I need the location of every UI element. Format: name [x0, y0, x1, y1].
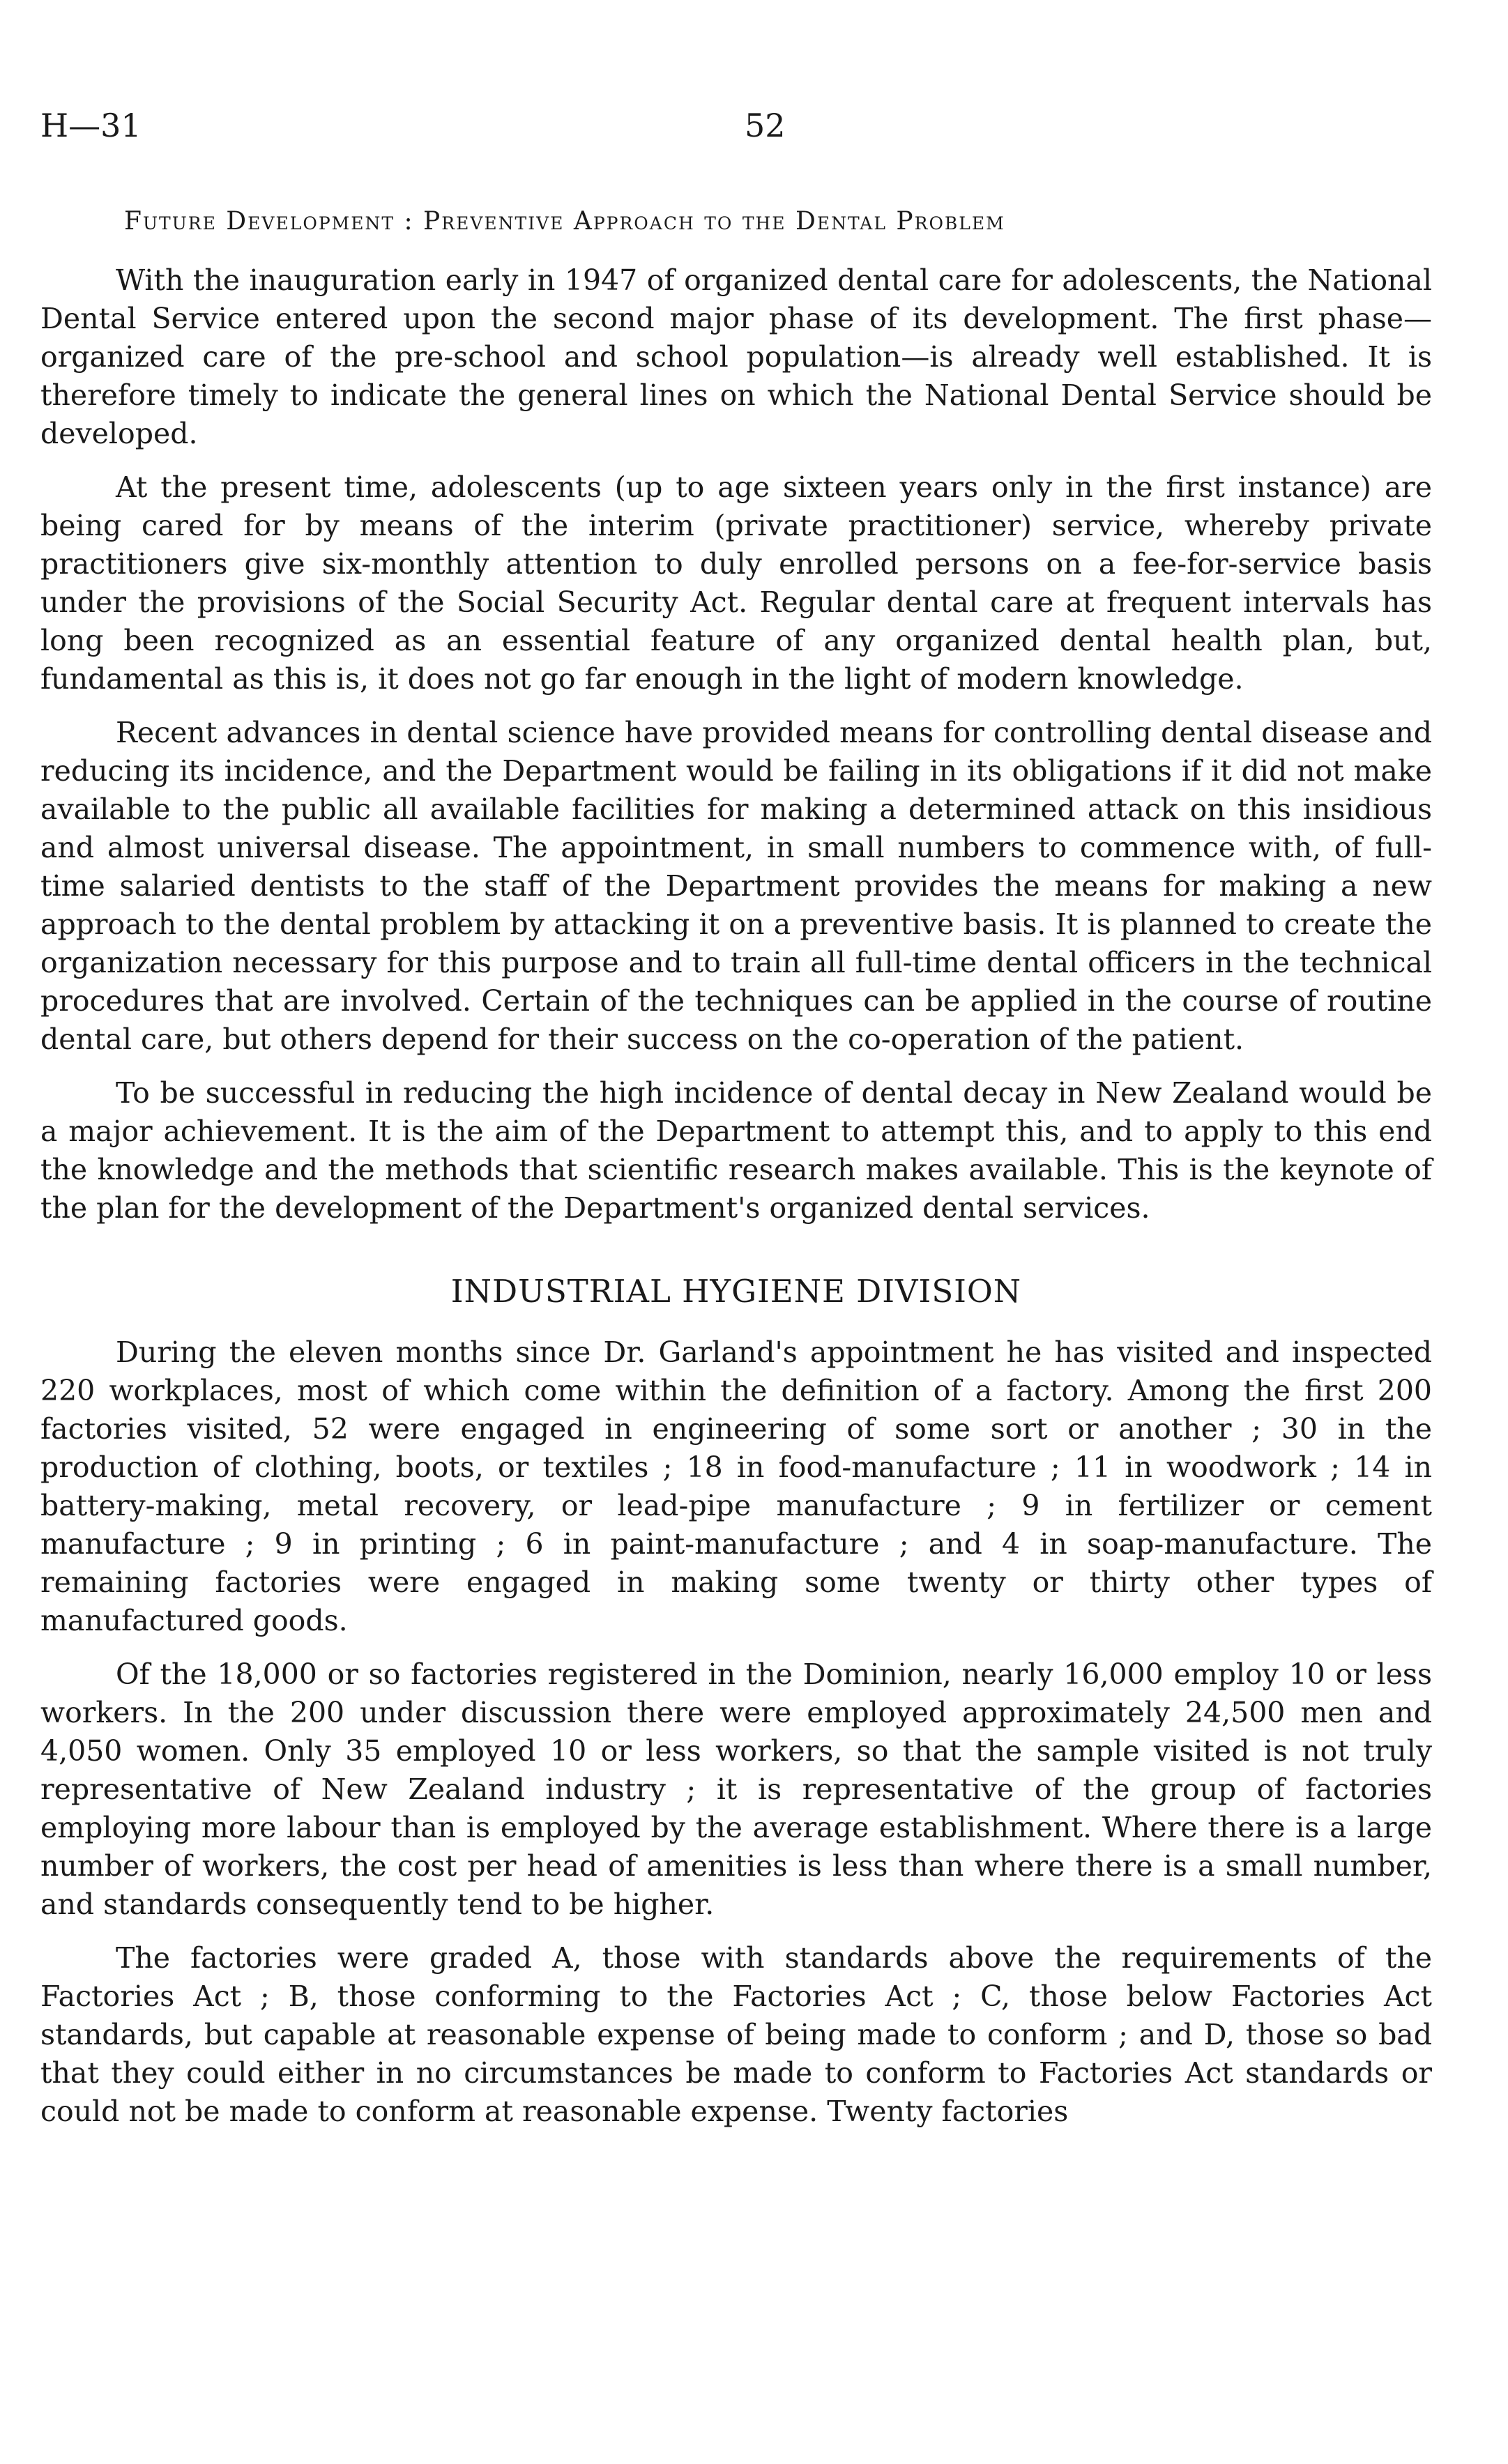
paragraph: With the inauguration early in 1947 of organized dental care for adolescents, the National Dental Service entered upon the second major phase of its development. The first phase—organized care of the pre-school and school population—is already well established. It is therefore timely to indicate the general lines on which the National Dental Service should be developed. [40, 263, 1432, 450]
paragraph: To be successful in reducing the high incidence of dental decay in New Zealand would be a major achievement. It is the aim of the Department to attempt this, and to apply to this end the knowledge and the methods that scientific research makes available. This is the keynote of the plan for the development of the Department's organized dental services. [40, 1076, 1432, 1225]
industrial-hygiene-heading: INDUSTRIAL HYGIENE DIVISION [450, 1273, 1022, 1310]
paragraph: Recent advances in dental science have provided means for controlling dental disease and reducing its incidence, and the Department would be failing in its obligations if it did not make available to the public all available facilities for making a determined attack on this insidious and almost universal disease. The appointment, in small numbers to commence with, of full-time salaried dentists to the staff of the Department provides the means for making a new approach to the dental problem by attacking it on a preventive basis. It is planned to create the organization necessary for this purpose and to train all full-time dental officers in the technical procedures that are involved. Certain of the techniques can be applied in the course of routine dental care, but others depend for their success on the co-operation of the patient. [40, 716, 1432, 1056]
paragraph: The factories were graded A, those with standards above the requirements of the Factories Act ; B, those conforming to the Factories Act ; C, those below Factories Act standards, but capable at reasonable expense of being made to conform ; and D, those so bad that they could either in no circumstances be made to conform to Factories Act standards or could not be made to conform at reasonable expense. Twenty factories [40, 1941, 1432, 2128]
running-header [40, 105, 1435, 146]
paragraph: At the present time, adolescents (up to age sixteen years only in the first instance) are being cared for by means of the interim (private practitioner) service, whereby private practitioners give six-monthly attention to duly enrolled persons on a fee-for-service basis under the provisions of the Social Security Act. Regular dental care at frequent intervals has long been recognized as an essential feature of any organized dental health plan, but, fundamental as this is, it does not go far enough in the light of modern knowledge. [40, 470, 1432, 696]
document-code: H—31 [40, 107, 142, 144]
body-text [40, 261, 1432, 2146]
paragraph: During the eleven months since Dr. Garland's appointment he has visited and inspected 220 workplaces, most of which come within the definition of a factory. Among the first 200 factories visited, 52 were engaged in engineering of some sort or another ; 30 in the production of clothing, boots, or textiles ; 18 in food-manufacture ; 11 in woodwork ; 14 in battery-making, metal recovery, or lead-pipe manufacture ; 9 in fertilizer or cement manufacture ; 9 in printing ; 6 in paint-manufacture ; and 4 in soap-manufacture. The remaining factories were engaged in making some twenty or thirty other types of manufactured goods. [40, 1336, 1432, 1637]
future-development-heading: Future Development : Preventive Approach to the Dental Problem [124, 207, 1005, 236]
paragraph: Of the 18,000 or so factories registered in the Dominion, nearly 16,000 employ 10 or less workers. In the 200 under discussion there were employed approximately 24,500 men and 4,050 women. Only 35 employed 10 or less workers, so that the sample visited is not truly representative of New Zealand industry ; it is representative of the group of factories employing more labour than is employed by the average establishment. Where there is a large number of workers, the cost per head of amenities is less than where there is a small number, and standards consequently tend to be higher. [40, 1658, 1432, 1921]
page-number: 52 [745, 107, 786, 144]
